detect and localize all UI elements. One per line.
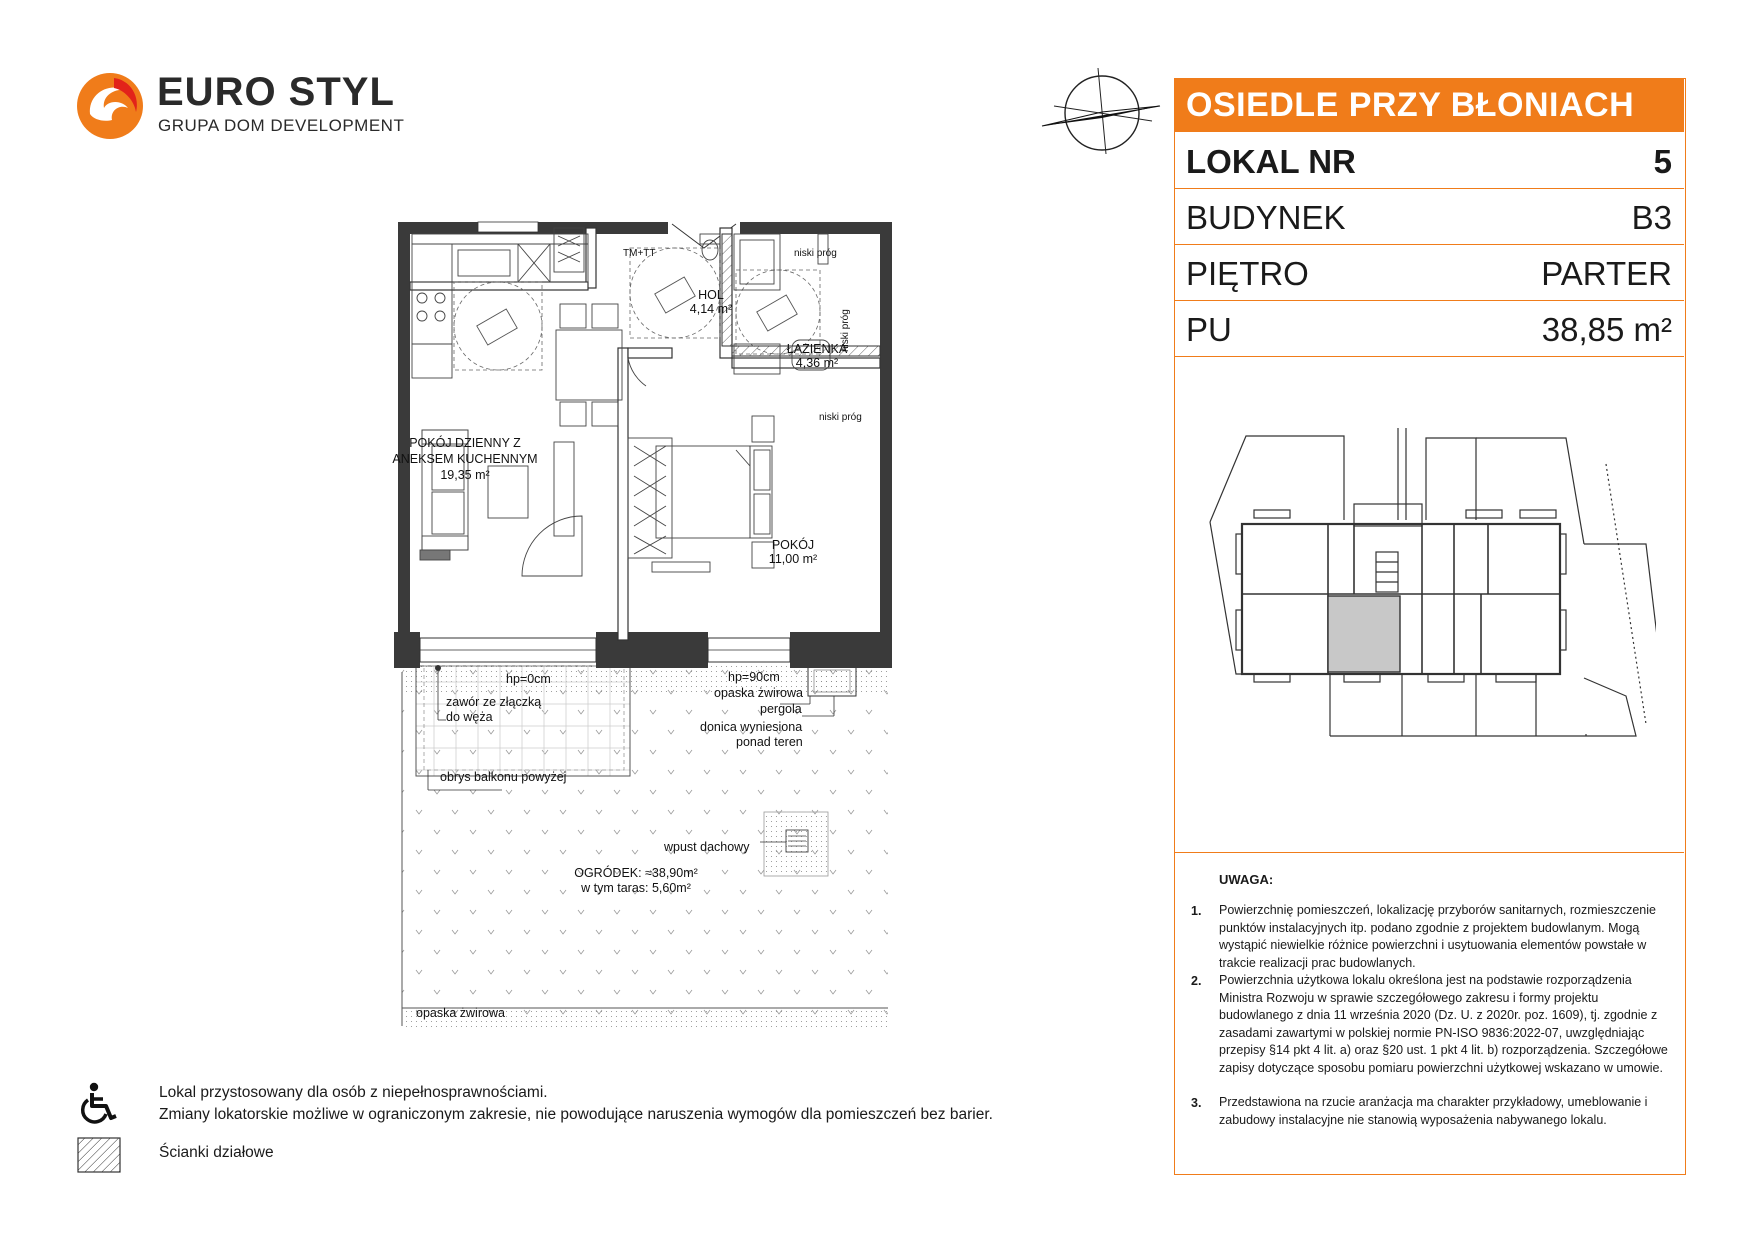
label-low-threshold-bottom: niski próg	[819, 412, 862, 423]
label-tm-tt: TM+TT	[623, 248, 656, 259]
info-label: BUDYNEK	[1186, 199, 1346, 236]
north-arrow-icon	[1040, 66, 1170, 156]
room-label-hall: HOL	[698, 288, 724, 302]
notes-separator	[1174, 852, 1684, 853]
brand-subtitle: GRUPA DOM DEVELOPMENT	[158, 116, 405, 135]
info-value: 5	[1653, 143, 1672, 180]
info-row-pu	[1174, 301, 1684, 357]
room-area-bathroom: 4,36 m²	[795, 356, 839, 370]
label-gravel-band-bottom: opaska żwirowa	[416, 1006, 505, 1020]
label-planter-line1: donica wyniesiona	[700, 720, 803, 734]
note-text: Przedstawiona na rzucie aranżacja ma charakter przykładowy, umeblowanie i zabudowy instalacyjne nie stanowią wyposażenia nabywanego lokalu.	[1219, 1095, 1648, 1127]
label-low-threshold-side: niski próg	[840, 309, 851, 352]
estate-title-bar	[1174, 78, 1684, 132]
label-gravel-band: opaska żwirowa	[714, 686, 803, 700]
label-balcony-outline: obrys balkonu powyżej	[440, 770, 567, 784]
room-area-living: 19,35 m²	[440, 468, 490, 482]
room-label-living-line2: ANEKSEM KUCHENNYM	[392, 452, 538, 466]
estate-title: OSIEDLE PRZY BŁONIACH	[1186, 86, 1635, 124]
info-row-pietro	[1174, 245, 1684, 301]
info-row-lokal	[1174, 133, 1684, 189]
room-label-bathroom: ŁAZIENKA	[786, 342, 848, 356]
label-hp0: hp=0cm	[506, 672, 551, 686]
note-number: 3.	[1191, 1096, 1202, 1110]
partition-legend-label: Ścianki działowe	[159, 1144, 274, 1161]
label-garden-terrace: w tym taras: 5,60m²	[581, 881, 691, 895]
label-valve-line1: zawór ze złączką	[446, 695, 542, 709]
note-number: 2.	[1191, 974, 1202, 988]
label-roof-drain: wpust dachowy	[664, 840, 750, 854]
info-row-budynek	[1174, 189, 1684, 245]
room-label-bedroom: POKÓJ	[771, 538, 815, 552]
room-label-living-line1: POKÓJ DZIENNY Z	[409, 436, 521, 450]
building-key-plan	[1206, 424, 1656, 740]
note-text: Powierzchnię pomieszczeń, lokalizację przyborów sanitarnych, rozmieszczenie punktów instalacyjnych itp. podano zgodnie z projektem budowlanym. Mogą wystąpić niewielkie różnice powierzchni i usytuowania elementów powstałe w trakcie realizacji prac budowlanych.	[1219, 903, 1656, 970]
label-planter-line2: ponad teren	[736, 735, 803, 749]
accessible-note-line1: Lokal przystosowany dla osób z niepełnosprawnościami.	[159, 1084, 548, 1101]
room-area-bedroom: 11,00 m²	[768, 552, 818, 566]
info-value: 38,85 m²	[1541, 311, 1672, 348]
label-low-threshold-top: niski próg	[794, 248, 837, 259]
label-pergola: pergola	[760, 702, 802, 716]
brand-name: EURO STYL	[157, 70, 395, 114]
label-hp90: hp=90cm	[728, 670, 780, 684]
room-area-hall: 4,14 m²	[689, 302, 733, 316]
info-value: B3	[1631, 199, 1672, 236]
label-valve-line2: do węża	[446, 710, 493, 724]
info-label: LOKAL NR	[1186, 143, 1356, 180]
brand-logo-icon	[74, 70, 146, 142]
highlighted-unit	[1328, 596, 1400, 672]
info-label: PIĘTRO	[1186, 255, 1309, 292]
wheelchair-icon	[78, 1082, 122, 1126]
hatch-swatch-icon	[77, 1137, 121, 1173]
info-label: PU	[1186, 311, 1232, 348]
note-number: 1.	[1191, 904, 1202, 918]
label-garden-area: OGRÓDEK: ≈38,90m²	[574, 866, 698, 880]
accessible-note-line2: Zmiany lokatorskie możliwe w ograniczonym zakresie, nie powodujące naruszenia wymogów dla pomieszczeń bez barier.	[159, 1106, 993, 1123]
notes-title: UWAGA:	[1219, 872, 1274, 887]
info-value: PARTER	[1541, 255, 1672, 292]
note-text: Powierzchnia użytkowa lokalu określona jest na podstawie rozporządzenia Ministra Rozwoju w sprawie szczegółowego zakresu i formy projektu budowlanego z dnia 11 września 2020 (Dz. U. z 2020r. poz. 1609), tj. zgodnie z zasadami zawartymi w polskiej normie PN-ISO 9836:2022-07, uwzględniając przepisy §14 pkt 4 lit. a) oraz §20 ust. 1 pkt 4 lit. b) rozporządzenia. Szczegółowe zapisy dotyczące sposobu pomiaru powierzchni użytkowej wskazano w umowie.	[1219, 973, 1668, 1075]
